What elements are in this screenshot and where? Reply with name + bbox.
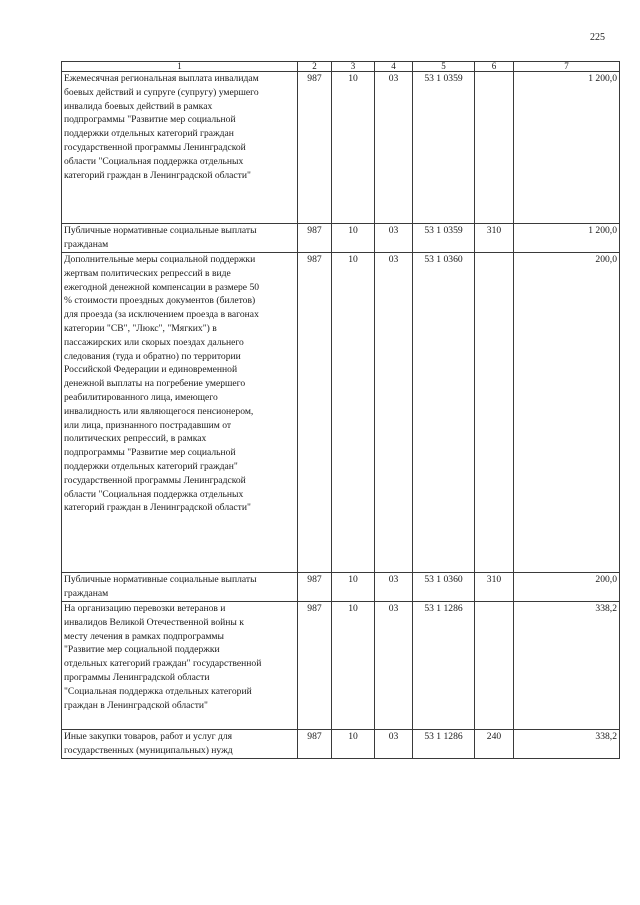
table-row — [62, 730, 620, 759]
cell-ministry-code: 987 — [298, 224, 332, 253]
table-row — [62, 72, 620, 224]
cell-target-article: 53 1 0359 — [413, 72, 475, 224]
cell-target-article: 53 1 0359 — [413, 224, 475, 253]
cell-section: 10 — [332, 253, 375, 573]
row-description: Ежемесячная региональная выплата инвалидам боевых действий и супруге (супругу) умершего инвалида боевых действий в рамках подпрограммы "Развитие мер социальной поддержки отдельных категорий граждан государственной программы Ленинградской области "Социальная поддержка отдельных категорий граждан в Ленинградской области" — [62, 72, 298, 224]
cell-section: 10 — [332, 730, 375, 759]
header-cell: 1 — [62, 62, 298, 72]
cell-expense-type: 310 — [475, 573, 514, 602]
cell-amount: 338,2 — [514, 602, 620, 730]
header-cell: 5 — [413, 62, 475, 72]
header-cell: 3 — [332, 62, 375, 72]
budget-table — [61, 61, 620, 759]
row-description: На организацию перевозки ветеранов и инвалидов Великой Отечественной войны к месту лечения в рамках подпрограммы "Развитие мер социальной поддержки отдельных категорий граждан" государственной программы Ленинградской области "Социальная поддержка отдельных категорий граждан в Ленинградской области" — [62, 602, 298, 730]
page-number: 225 — [590, 32, 605, 43]
cell-amount: 1 200,0 — [514, 72, 620, 224]
cell-ministry-code: 987 — [298, 253, 332, 573]
cell-subsection: 03 — [375, 72, 413, 224]
header-cell: 6 — [475, 62, 514, 72]
cell-ministry-code: 987 — [298, 602, 332, 730]
cell-expense-type — [475, 72, 514, 224]
cell-section: 10 — [332, 602, 375, 730]
table-row — [62, 253, 620, 573]
table-header-row — [62, 62, 620, 72]
cell-amount: 200,0 — [514, 253, 620, 573]
cell-section: 10 — [332, 573, 375, 602]
header-cell: 2 — [298, 62, 332, 72]
cell-amount: 200,0 — [514, 573, 620, 602]
cell-ministry-code: 987 — [298, 730, 332, 759]
cell-section: 10 — [332, 72, 375, 224]
cell-amount: 338,2 — [514, 730, 620, 759]
cell-subsection: 03 — [375, 253, 413, 573]
cell-section: 10 — [332, 224, 375, 253]
row-description: Иные закупки товаров, работ и услуг для государственных (муниципальных) нужд — [62, 730, 298, 759]
cell-subsection: 03 — [375, 602, 413, 730]
cell-target-article: 53 1 1286 — [413, 730, 475, 759]
row-description: Дополнительные меры социальной поддержки жертвам политических репрессий в виде ежегодной денежной компенсации в размере 50 % стоимости проездных документов (билетов) для проезда (за исключением проезда в вагонах категории "СВ", "Люкс", "Мягких") в пассажирских или скорых поездах дальнего следования (туда и обратно) по территории Российской Федерации и единовременной денежной выплаты на погребение умершего реабилитированного лица, имеющего инвалидность или являющегося пенсионером, или лица, признанного пострадавшим от политических репрессий, в рамках подпрограммы "Развитие мер социальной поддержки отдельных категорий граждан" государственной программы Ленинградской области "Социальная поддержка отдельных категорий граждан в Ленинградской области" — [62, 253, 298, 573]
cell-ministry-code: 987 — [298, 573, 332, 602]
table-row — [62, 224, 620, 253]
cell-ministry-code: 987 — [298, 72, 332, 224]
cell-target-article: 53 1 0360 — [413, 573, 475, 602]
cell-expense-type — [475, 253, 514, 573]
cell-subsection: 03 — [375, 224, 413, 253]
cell-amount: 1 200,0 — [514, 224, 620, 253]
row-description: Публичные нормативные социальные выплаты гражданам — [62, 573, 298, 602]
cell-subsection: 03 — [375, 730, 413, 759]
cell-expense-type: 310 — [475, 224, 514, 253]
cell-target-article: 53 1 1286 — [413, 602, 475, 730]
header-cell: 7 — [514, 62, 620, 72]
cell-subsection: 03 — [375, 573, 413, 602]
table-row — [62, 602, 620, 730]
header-cell: 4 — [375, 62, 413, 72]
table-row — [62, 573, 620, 602]
cell-target-article: 53 1 0360 — [413, 253, 475, 573]
cell-expense-type: 240 — [475, 730, 514, 759]
row-description: Публичные нормативные социальные выплаты гражданам — [62, 224, 298, 253]
cell-expense-type — [475, 602, 514, 730]
